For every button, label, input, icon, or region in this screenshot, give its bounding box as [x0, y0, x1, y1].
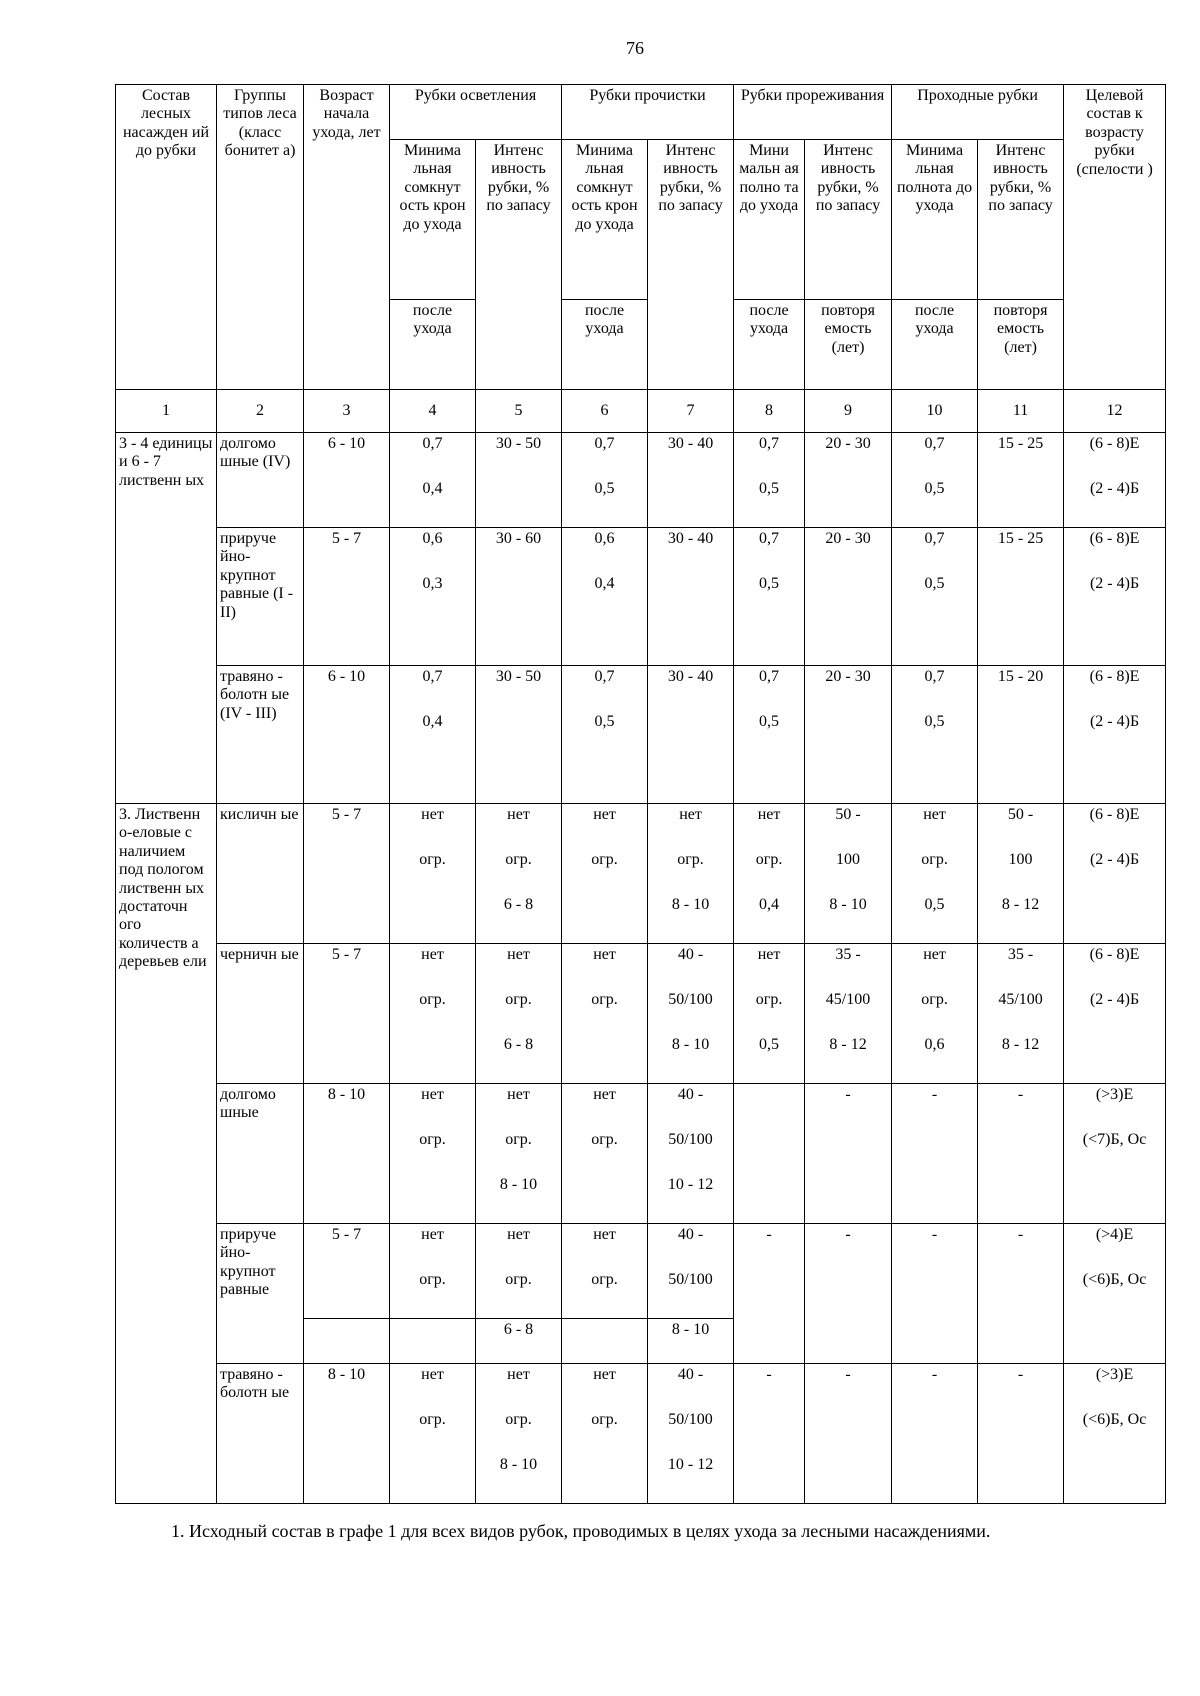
header-c9b: повторя емость (лет): [805, 300, 892, 390]
table-row: [116, 433, 1166, 528]
composition-cell: 3 - 4 единицы и 6 - 7 лиственн ых: [116, 433, 217, 804]
table-row: [116, 804, 1166, 944]
value-cell: 40 - 50/100 8 - 10: [648, 944, 734, 1084]
column-number-row: [116, 390, 1166, 433]
col-number: 7: [648, 390, 734, 433]
value-cell: (6 - 8)Е (2 - 4)Б: [1064, 666, 1166, 804]
value-cell: 0,7 0,4: [390, 666, 476, 804]
value-cell: 35 - 45/100 8 - 12: [978, 944, 1064, 1084]
value-cell: нет огр.: [562, 944, 648, 1084]
value-cell: 30 - 50: [476, 433, 562, 528]
header-forest-types: Группы типов леса (класс бонитет а): [217, 85, 304, 390]
value-cell: -: [734, 1224, 805, 1364]
table-row: [116, 944, 1166, 1084]
col-number: 8: [734, 390, 805, 433]
value-cell: 0,7 0,5: [734, 666, 805, 804]
age-cell: 6 - 10: [304, 433, 390, 528]
age-cell: 8 - 10: [304, 1084, 390, 1224]
value-cell: нет огр. 8 - 10: [476, 1364, 562, 1504]
age-cell: 6 - 10: [304, 666, 390, 804]
header-group-osvetlenie: Рубки осветления: [390, 85, 562, 140]
age-cell: 5 - 7: [304, 528, 390, 666]
value-cell: нет огр.: [562, 1084, 648, 1224]
table-row: [116, 1084, 1166, 1224]
value-cell: 0,6 0,3: [390, 528, 476, 666]
value-cell: 30 - 50: [476, 666, 562, 804]
header-row-1: [116, 85, 1166, 140]
value-cell: (6 - 8)Е (2 - 4)Б: [1064, 433, 1166, 528]
value-cell: 15 - 25: [978, 528, 1064, 666]
value-cell: нет огр. 8 - 10: [648, 804, 734, 944]
value-cell: нет огр.: [390, 944, 476, 1084]
forest-type-cell: кисличн ые: [217, 804, 304, 944]
col-number: 4: [390, 390, 476, 433]
forest-type-cell: черничн ые: [217, 944, 304, 1084]
value-cell: 15 - 20: [978, 666, 1064, 804]
header-c6b: после ухода: [562, 300, 648, 390]
table-row: [116, 666, 1166, 804]
value-cell: нет огр. 6 - 8: [476, 944, 562, 1084]
value-cell: нет огр.: [562, 1364, 648, 1504]
age-cell: [304, 1319, 390, 1364]
header-c11: Интенс ивность рубки, % по запасу: [978, 140, 1064, 300]
value-cell: (>3)Е (<7)Б, Ос: [1064, 1084, 1166, 1224]
col-number: 1: [116, 390, 217, 433]
value-cell: 20 - 30: [805, 666, 892, 804]
forest-type-cell: травяно - болотн ые (IV - III): [217, 666, 304, 804]
footnote: 1. Исходный состав в графе 1 для всех видов рубок, проводимых в целях ухода за лесными насаждениями.: [171, 1521, 991, 1541]
col-number: 3: [304, 390, 390, 433]
header-c6: Минима льная сомкнут ость крон до ухода: [562, 140, 648, 300]
table-row: [116, 528, 1166, 666]
value-cell: -: [978, 1224, 1064, 1364]
value-cell: нет огр.: [390, 1364, 476, 1504]
col-number: 5: [476, 390, 562, 433]
value-cell: нет огр. 0,6: [892, 944, 978, 1084]
value-cell: 30 - 40: [648, 666, 734, 804]
value-cell: нет огр.: [476, 1224, 562, 1319]
header-group-prohodnye: Проходные рубки: [892, 85, 1064, 140]
age-cell: 8 - 10: [304, 1364, 390, 1504]
value-cell: (6 - 8)Е (2 - 4)Б: [1064, 528, 1166, 666]
forest-care-table: [115, 84, 1166, 1504]
value-cell: 40 - 50/100: [648, 1224, 734, 1319]
header-start-age: Возраст начала ухода, лет: [304, 85, 390, 390]
value-cell: 0,7 0,5: [892, 433, 978, 528]
value-cell: 0,7 0,5: [892, 666, 978, 804]
table-row: [116, 1224, 1166, 1319]
value-cell: нет огр. 0,5: [892, 804, 978, 944]
header-group-prorejivanie: Рубки прореживания: [734, 85, 892, 140]
header-c8b: после ухода: [734, 300, 805, 390]
header-c4: Минима льная сомкнут ость крон до ухода: [390, 140, 476, 300]
forest-type-cell: прируче йно-крупнот равные (I - II): [217, 528, 304, 666]
value-cell: -: [892, 1224, 978, 1364]
col-number: 6: [562, 390, 648, 433]
col-number: 12: [1064, 390, 1166, 433]
value-cell: -: [978, 1364, 1064, 1504]
value-cell: 20 - 30: [805, 528, 892, 666]
value-cell: [734, 1084, 805, 1224]
value-cell: 30 - 40: [648, 528, 734, 666]
header-group-prochistka: Рубки прочистки: [562, 85, 734, 140]
value-cell: нет огр.: [390, 1224, 476, 1319]
header-composition: Состав лесных насажден ий до рубки: [116, 85, 217, 390]
header-c8: Мини мальн ая полно та до ухода: [734, 140, 805, 300]
col-number: 11: [978, 390, 1064, 433]
age-cell: 5 - 7: [304, 944, 390, 1084]
value-cell: -: [805, 1224, 892, 1364]
forest-type-cell: долгомо шные: [217, 1084, 304, 1224]
value-cell: [390, 1319, 476, 1364]
value-cell: -: [734, 1364, 805, 1504]
forest-type-cell: травяно - болотн ые: [217, 1364, 304, 1504]
value-cell: нет огр. 8 - 10: [476, 1084, 562, 1224]
value-cell: нет огр.: [390, 804, 476, 944]
age-cell: 5 - 7: [304, 804, 390, 944]
header-target-composition: Целевой состав к возрасту рубки (спелости ): [1064, 85, 1166, 390]
value-cell: нет огр. 0,5: [734, 944, 805, 1084]
age-cell: 5 - 7: [304, 1224, 390, 1319]
col-number: 9: [805, 390, 892, 433]
value-cell: 30 - 60: [476, 528, 562, 666]
value-cell: 50 - 100 8 - 10: [805, 804, 892, 944]
value-cell: -: [892, 1364, 978, 1504]
value-cell: нет огр.: [562, 804, 648, 944]
header-c5: Интенс ивность рубки, % по запасу: [476, 140, 562, 390]
value-cell: 35 - 45/100 8 - 12: [805, 944, 892, 1084]
value-cell: -: [892, 1084, 978, 1224]
value-cell: (>4)Е (<6)Б, Ос: [1064, 1224, 1166, 1364]
header-c10b: после ухода: [892, 300, 978, 390]
value-cell: (>3)Е (<6)Б, Ос: [1064, 1364, 1166, 1504]
value-cell: нет огр. 0,4: [734, 804, 805, 944]
value-cell: (6 - 8)Е (2 - 4)Б: [1064, 944, 1166, 1084]
value-cell: -: [978, 1084, 1064, 1224]
forest-type-cell: долгомо шные (IV): [217, 433, 304, 528]
value-cell: 40 - 50/100 10 - 12: [648, 1364, 734, 1504]
value-cell: 0,7 0,5: [562, 666, 648, 804]
header-c7: Интенс ивность рубки, % по запасу: [648, 140, 734, 390]
value-cell: 15 - 25: [978, 433, 1064, 528]
value-cell: нет огр.: [562, 1224, 648, 1319]
col-number: 2: [217, 390, 304, 433]
value-cell: 50 - 100 8 - 12: [978, 804, 1064, 944]
value-cell: нет огр.: [390, 1084, 476, 1224]
page-number: 76: [626, 38, 644, 58]
composition-cell: 3. Лиственн о-еловые с наличием под пологом лиственн ых достаточн ого количеств а деревьев ели: [116, 804, 217, 1504]
header-c11b: повторя емость (лет): [978, 300, 1064, 390]
header-c10: Минима льная полнота до ухода: [892, 140, 978, 300]
value-cell: -: [805, 1364, 892, 1504]
col-number: 10: [892, 390, 978, 433]
header-c9: Интенс ивность рубки, % по запасу: [805, 140, 892, 300]
table-row: [116, 1364, 1166, 1504]
value-cell: -: [805, 1084, 892, 1224]
value-cell: 0,7 0,5: [734, 433, 805, 528]
value-cell: 40 - 50/100 10 - 12: [648, 1084, 734, 1224]
value-cell: (6 - 8)Е (2 - 4)Б: [1064, 804, 1166, 944]
value-cell: 30 - 40: [648, 433, 734, 528]
value-cell: 0,7 0,5: [892, 528, 978, 666]
value-cell: 6 - 8: [476, 1319, 562, 1364]
forest-type-cell: прируче йно-крупнот равные: [217, 1224, 304, 1364]
value-cell: [562, 1319, 648, 1364]
header-c4b: после ухода: [390, 300, 476, 390]
value-cell: 0,7 0,5: [562, 433, 648, 528]
value-cell: 0,6 0,4: [562, 528, 648, 666]
value-cell: 8 - 10: [648, 1319, 734, 1364]
value-cell: 20 - 30: [805, 433, 892, 528]
value-cell: 0,7 0,4: [390, 433, 476, 528]
value-cell: 0,7 0,5: [734, 528, 805, 666]
value-cell: нет огр. 6 - 8: [476, 804, 562, 944]
